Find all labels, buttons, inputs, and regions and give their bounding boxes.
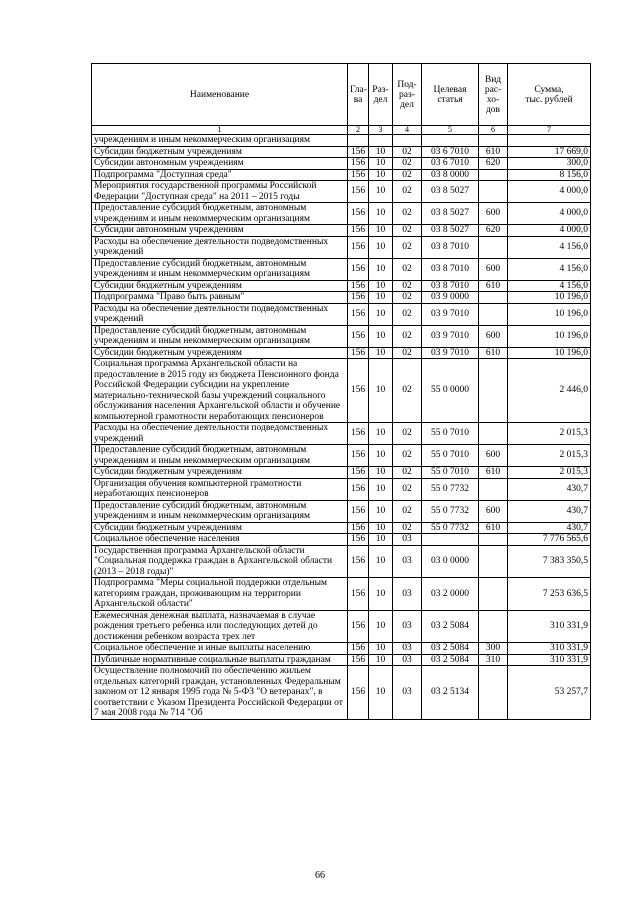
cell-name: Расходы на обеспечение деятельности подведомственных учреждений <box>92 423 348 445</box>
cell-glava: 156 <box>348 203 369 225</box>
cell-sum: 2 015,3 <box>508 467 591 479</box>
cell-name: Государственная программа Архангельской области "Социальная поддержка граждан в Архангельской области (2013 – 2018 годы)" <box>92 545 348 578</box>
table-row <box>92 610 591 643</box>
column-number: 5 <box>422 126 479 135</box>
cell-glava: 156 <box>348 258 369 280</box>
table-row <box>92 292 591 304</box>
table-row <box>92 236 591 258</box>
cell-razdel: 10 <box>369 325 393 347</box>
table-row <box>92 545 591 578</box>
table-row <box>92 146 591 158</box>
cell-target: 03 9 7010 <box>422 347 479 359</box>
cell-glava: 156 <box>348 280 369 292</box>
cell-vid <box>479 534 508 546</box>
header-glava: Гла- ва <box>348 64 369 126</box>
cell-sum: 10 196,0 <box>508 303 591 325</box>
cell-name: Субсидии бюджетным учреждениям <box>92 347 348 359</box>
cell-podrazdel: 02 <box>393 181 422 203</box>
cell-target: 03 2 5134 <box>422 666 479 720</box>
cell-name: учреждениям и иным некоммерческим организациям <box>92 135 348 147</box>
cell-target: 55 0 7732 <box>422 500 479 522</box>
cell-vid <box>479 545 508 578</box>
cell-target: 03 8 5027 <box>422 225 479 237</box>
cell-target: 03 2 5084 <box>422 610 479 643</box>
cell-razdel: 10 <box>369 203 393 225</box>
column-number: 7 <box>508 126 591 135</box>
cell-target: 03 9 7010 <box>422 325 479 347</box>
cell-target: 03 8 7010 <box>422 280 479 292</box>
cell-podrazdel: 02 <box>393 292 422 304</box>
cell-target: 03 9 0000 <box>422 292 479 304</box>
cell-target: 03 2 5084 <box>422 643 479 655</box>
cell-glava: 156 <box>348 545 369 578</box>
column-number: 1 <box>92 126 348 135</box>
cell-glava: 156 <box>348 181 369 203</box>
cell-target: 03 8 7010 <box>422 258 479 280</box>
cell-vid: 600 <box>479 203 508 225</box>
cell-name: Субсидии бюджетным учреждениям <box>92 146 348 158</box>
cell-sum: 8 156,0 <box>508 169 591 181</box>
cell-glava: 156 <box>348 445 369 467</box>
table-row <box>92 478 591 500</box>
cell-podrazdel: 03 <box>393 643 422 655</box>
cell-name: Субсидии бюджетным учреждениям <box>92 522 348 534</box>
cell-sum: 7 776 565,6 <box>508 534 591 546</box>
table-row <box>92 258 591 280</box>
cell-glava: 156 <box>348 325 369 347</box>
column-number: 2 <box>348 126 369 135</box>
cell-sum: 310 331,9 <box>508 610 591 643</box>
cell-vid: 610 <box>479 522 508 534</box>
cell-sum: 430,7 <box>508 500 591 522</box>
cell-target: 03 6 7010 <box>422 158 479 170</box>
header-razdel: Раз- дел <box>369 64 393 126</box>
cell-name: Предоставление субсидий бюджетным, автономным учреждениям и иным некоммерческим организациям <box>92 203 348 225</box>
cell-sum: 310 331,9 <box>508 654 591 666</box>
cell-razdel: 10 <box>369 578 393 611</box>
cell-vid <box>479 303 508 325</box>
cell-razdel: 10 <box>369 534 393 546</box>
cell-razdel: 10 <box>369 359 393 423</box>
cell-sum: 4 000,0 <box>508 225 591 237</box>
table-row <box>92 522 591 534</box>
cell-target: 55 0 0000 <box>422 359 479 423</box>
cell-razdel: 10 <box>369 467 393 479</box>
table-row <box>92 280 591 292</box>
cell-razdel: 10 <box>369 292 393 304</box>
cell-target: 03 8 7010 <box>422 236 479 258</box>
table-row <box>92 445 591 467</box>
table-row <box>92 467 591 479</box>
cell-vid: 610 <box>479 280 508 292</box>
cell-sum: 7 383 350,5 <box>508 545 591 578</box>
cell-glava: 156 <box>348 303 369 325</box>
table-row <box>92 666 591 720</box>
cell-razdel: 10 <box>369 236 393 258</box>
table-header <box>92 64 591 135</box>
cell-name: Расходы на обеспечение деятельности подведомственных учреждений <box>92 303 348 325</box>
cell-podrazdel: 02 <box>393 500 422 522</box>
cell-podrazdel: 02 <box>393 325 422 347</box>
cell-sum: 4 156,0 <box>508 280 591 292</box>
cell-target: 03 2 5084 <box>422 654 479 666</box>
budget-table <box>91 63 591 720</box>
cell-vid: 620 <box>479 158 508 170</box>
cell-name: Расходы на обеспечение деятельности подведомственных учреждений <box>92 236 348 258</box>
cell-glava: 156 <box>348 478 369 500</box>
column-numbers-row <box>92 126 591 135</box>
cell-razdel: 10 <box>369 500 393 522</box>
cell-target <box>422 534 479 546</box>
cell-name: Предоставление субсидий бюджетным, автономным учреждениям и иным некоммерческим организациям <box>92 258 348 280</box>
cell-target: 03 8 0000 <box>422 169 479 181</box>
table-row <box>92 423 591 445</box>
cell-vid: 310 <box>479 654 508 666</box>
cell-razdel: 10 <box>369 522 393 534</box>
table-row <box>92 135 591 147</box>
cell-name: Подпрограмма "Меры социальной поддержки отдельным категориям граждан, проживающим на территории Архангельской области" <box>92 578 348 611</box>
cell-podrazdel: 02 <box>393 280 422 292</box>
cell-sum: 4 156,0 <box>508 258 591 280</box>
header-target: Целевая статья <box>422 64 479 126</box>
cell-glava: 156 <box>348 292 369 304</box>
cell-glava: 156 <box>348 610 369 643</box>
cell-podrazdel: 02 <box>393 359 422 423</box>
cell-name: Ежемесячная денежная выплата, назначаемая в случае рождения третьего ребенка или последующих детей до достижения ребенком возраста трех лет <box>92 610 348 643</box>
cell-podrazdel: 02 <box>393 146 422 158</box>
cell-razdel: 10 <box>369 258 393 280</box>
table-row <box>92 654 591 666</box>
cell-podrazdel: 03 <box>393 610 422 643</box>
cell-glava: 156 <box>348 423 369 445</box>
cell-razdel: 10 <box>369 181 393 203</box>
cell-name: Социальная программа Архангельской области на предоставление в 2015 году из бюджета Пенсионного фонда Российской Федерации субсидии на укрепление материально-технической базы учреждений социального обслуживания населения Архангельской области и обучение компьютерной грамотности неработающих пенсионеров <box>92 359 348 423</box>
cell-podrazdel: 02 <box>393 169 422 181</box>
cell-podrazdel: 02 <box>393 158 422 170</box>
header-podrazdel: Под- раз- дел <box>393 64 422 126</box>
cell-podrazdel: 02 <box>393 303 422 325</box>
cell-podrazdel: 02 <box>393 203 422 225</box>
cell-target: 03 9 7010 <box>422 303 479 325</box>
cell-vid <box>479 610 508 643</box>
cell-sum: 4 000,0 <box>508 181 591 203</box>
cell-razdel: 10 <box>369 643 393 655</box>
cell-glava: 156 <box>348 169 369 181</box>
cell-name: Предоставление субсидий бюджетным, автономным учреждениям и иным некоммерческим организациям <box>92 325 348 347</box>
cell-podrazdel: 03 <box>393 666 422 720</box>
cell-vid: 600 <box>479 500 508 522</box>
cell-podrazdel: 03 <box>393 654 422 666</box>
cell-vid <box>479 423 508 445</box>
cell-name: Социальное обеспечение населения <box>92 534 348 546</box>
cell-sum: 2 015,3 <box>508 423 591 445</box>
table-row <box>92 203 591 225</box>
cell-target: 03 8 5027 <box>422 181 479 203</box>
column-number: 6 <box>479 126 508 135</box>
cell-vid <box>479 666 508 720</box>
cell-vid: 600 <box>479 258 508 280</box>
cell-name: Осуществление полномочий по обеспечению жильем отдельных категорий граждан, установленных Федеральным законом от 12 января 1995 года № 5-ФЗ "О ветеранах", в соответствии с Указом Президента Российской Федерации от 7 мая 2008 года № 714 "Об <box>92 666 348 720</box>
cell-vid: 300 <box>479 643 508 655</box>
cell-sum: 10 196,0 <box>508 325 591 347</box>
cell-podrazdel: 02 <box>393 478 422 500</box>
cell-razdel: 10 <box>369 347 393 359</box>
cell-razdel: 10 <box>369 478 393 500</box>
cell-podrazdel: 03 <box>393 534 422 546</box>
table-row <box>92 158 591 170</box>
table-row <box>92 225 591 237</box>
table-row <box>92 347 591 359</box>
cell-razdel: 10 <box>369 146 393 158</box>
cell-sum: 17 669,0 <box>508 146 591 158</box>
cell-sum: 4 000,0 <box>508 203 591 225</box>
cell-vid: 600 <box>479 445 508 467</box>
table-row <box>92 578 591 611</box>
cell-podrazdel: 02 <box>393 423 422 445</box>
cell-podrazdel: 03 <box>393 578 422 611</box>
cell-razdel: 10 <box>369 445 393 467</box>
cell-podrazdel: 02 <box>393 522 422 534</box>
cell-podrazdel <box>393 135 422 147</box>
table-row <box>92 359 591 423</box>
cell-podrazdel: 03 <box>393 545 422 578</box>
cell-glava: 156 <box>348 500 369 522</box>
cell-sum: 53 257,7 <box>508 666 591 720</box>
cell-razdel: 10 <box>369 303 393 325</box>
cell-target: 55 0 7732 <box>422 478 479 500</box>
cell-name: Мероприятия государственной программы Российской Федерации "Доступная среда" на 2011 – 2015 годы <box>92 181 348 203</box>
cell-vid: 610 <box>479 347 508 359</box>
cell-target: 55 0 7732 <box>422 522 479 534</box>
column-number: 3 <box>369 126 393 135</box>
cell-target: 03 2 0000 <box>422 578 479 611</box>
cell-glava: 156 <box>348 347 369 359</box>
cell-razdel: 10 <box>369 666 393 720</box>
cell-razdel: 10 <box>369 280 393 292</box>
cell-glava: 156 <box>348 146 369 158</box>
cell-target: 55 0 7010 <box>422 467 479 479</box>
cell-podrazdel: 02 <box>393 225 422 237</box>
cell-glava: 156 <box>348 534 369 546</box>
cell-glava: 156 <box>348 522 369 534</box>
cell-target: 55 0 7010 <box>422 445 479 467</box>
cell-podrazdel: 02 <box>393 445 422 467</box>
cell-name: Подпрограмма "Доступная среда" <box>92 169 348 181</box>
cell-name: Субсидии автономным учреждениям <box>92 225 348 237</box>
header-name: Наименование <box>92 64 348 126</box>
cell-razdel: 10 <box>369 225 393 237</box>
cell-podrazdel: 02 <box>393 236 422 258</box>
cell-name: Субсидии бюджетным учреждениям <box>92 467 348 479</box>
cell-glava: 156 <box>348 359 369 423</box>
cell-razdel: 10 <box>369 169 393 181</box>
header-vid: Вид рас- хо- дов <box>479 64 508 126</box>
cell-vid <box>479 181 508 203</box>
cell-name: Предоставление субсидий бюджетным, автономным учреждениям и иным некоммерческим организациям <box>92 500 348 522</box>
table-body <box>92 135 591 720</box>
cell-target: 55 0 7010 <box>422 423 479 445</box>
cell-razdel: 10 <box>369 610 393 643</box>
cell-glava: 156 <box>348 654 369 666</box>
column-number: 4 <box>393 126 422 135</box>
cell-sum <box>508 135 591 147</box>
cell-vid: 610 <box>479 146 508 158</box>
cell-sum: 4 156,0 <box>508 236 591 258</box>
cell-name: Подпрограмма "Право быть равным" <box>92 292 348 304</box>
cell-glava <box>348 135 369 147</box>
table-row <box>92 181 591 203</box>
cell-razdel: 10 <box>369 158 393 170</box>
table-row <box>92 325 591 347</box>
cell-sum: 430,7 <box>508 522 591 534</box>
cell-vid <box>479 578 508 611</box>
cell-razdel: 10 <box>369 423 393 445</box>
cell-glava: 156 <box>348 643 369 655</box>
cell-target: 03 0 0000 <box>422 545 479 578</box>
cell-glava: 156 <box>348 158 369 170</box>
cell-name: Социальное обеспечение и иные выплаты населению <box>92 643 348 655</box>
cell-vid <box>479 236 508 258</box>
cell-sum: 7 253 636,5 <box>508 578 591 611</box>
cell-name: Предоставление субсидий бюджетным, автономным учреждениям и иным некоммерческим организациям <box>92 445 348 467</box>
cell-glava: 156 <box>348 467 369 479</box>
cell-target: 03 8 5027 <box>422 203 479 225</box>
cell-vid: 610 <box>479 467 508 479</box>
cell-vid <box>479 135 508 147</box>
cell-sum: 10 196,0 <box>508 292 591 304</box>
cell-sum: 10 196,0 <box>508 347 591 359</box>
cell-glava: 156 <box>348 578 369 611</box>
cell-vid <box>479 292 508 304</box>
cell-name: Публичные нормативные социальные выплаты гражданам <box>92 654 348 666</box>
table-row <box>92 643 591 655</box>
cell-podrazdel: 02 <box>393 347 422 359</box>
cell-vid <box>479 169 508 181</box>
cell-sum: 310 331,9 <box>508 643 591 655</box>
cell-sum: 430,7 <box>508 478 591 500</box>
cell-name: Организация обучения компьютерной грамотности неработающих пенсионеров <box>92 478 348 500</box>
cell-target <box>422 135 479 147</box>
cell-name: Субсидии автономным учреждениям <box>92 158 348 170</box>
cell-razdel: 10 <box>369 654 393 666</box>
cell-glava: 156 <box>348 225 369 237</box>
cell-glava: 156 <box>348 236 369 258</box>
cell-name: Субсидии бюджетным учреждениям <box>92 280 348 292</box>
cell-podrazdel: 02 <box>393 467 422 479</box>
cell-sum: 2 446,0 <box>508 359 591 423</box>
cell-vid <box>479 359 508 423</box>
cell-vid <box>479 478 508 500</box>
table-row <box>92 500 591 522</box>
cell-sum: 300,0 <box>508 158 591 170</box>
cell-razdel: 10 <box>369 545 393 578</box>
cell-podrazdel: 02 <box>393 258 422 280</box>
cell-glava: 156 <box>348 666 369 720</box>
cell-target: 03 6 7010 <box>422 146 479 158</box>
table-row <box>92 303 591 325</box>
cell-sum: 2 015,3 <box>508 445 591 467</box>
header-sum: Сумма, тыс. рублей <box>508 64 591 126</box>
table-row <box>92 534 591 546</box>
table-row <box>92 169 591 181</box>
page-number: 66 <box>315 870 325 881</box>
cell-vid: 620 <box>479 225 508 237</box>
cell-razdel <box>369 135 393 147</box>
cell-vid: 600 <box>479 325 508 347</box>
